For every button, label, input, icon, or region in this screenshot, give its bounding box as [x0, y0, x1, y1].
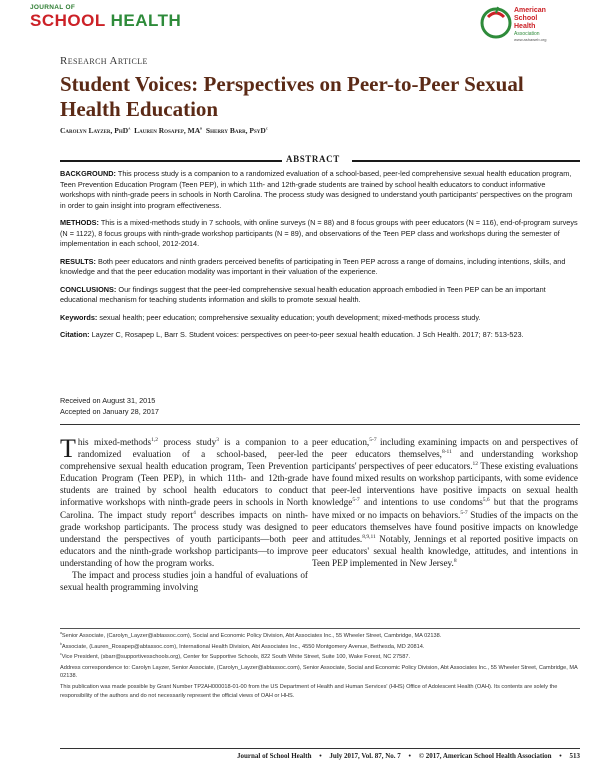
abstract-conclusions-text: Our findings suggest that the peer-led comprehensive sexual health education approach embodied in Teen PEP can be an important educational mechanism for teaching students information and skills to promote sexual health.	[60, 284, 546, 304]
footnote-a-text: Senior Associate, (Carolyn_Layzer@abtassoc.com), Social and Economic Policy Division, Abt Associates Inc., 55 Wheeler Street, Cambridge, MA 02138.	[61, 633, 442, 639]
p1-text-d: describes impacts on ninth-grade workshop participants. The process study was designed to understand the perspectives of youth participants—both peer educators and the ninth-grade workshop participants—to improve understanding of how the program works.	[60, 509, 308, 568]
footnote-c	[60, 653, 580, 662]
keywords-label: Keywords:	[60, 312, 98, 322]
footnote-divider	[60, 628, 580, 629]
footnote-b-text: Associate, (Lauren_Rosapep@abtassoc.com), International Health Division, Abt Associates Inc., 4550 Montgomery Avenue, Bethesda, MD 20814.	[61, 643, 425, 650]
author-1: Carolyn Layzer, PhD	[60, 126, 129, 135]
body-column-left	[60, 436, 308, 593]
journal-label-small: JOURNAL OF	[30, 4, 76, 11]
journal-name-health: HEALTH	[110, 11, 182, 30]
abstract-results	[60, 257, 580, 278]
author-1-affil: a	[128, 125, 131, 131]
body-paragraph-2-cont	[312, 436, 578, 569]
footnotes	[60, 632, 580, 702]
p2-ref-8: 8	[453, 557, 457, 564]
page-number: 513	[569, 752, 580, 760]
p2-ref-2: 8-11	[441, 449, 452, 456]
footnote-c-mark: c	[60, 652, 62, 657]
logo-line4: Association	[514, 31, 540, 37]
footer-bullet-1: •	[319, 752, 322, 760]
footer-journal: Journal of School Health	[236, 752, 312, 760]
logo-url: www.ashaweb.org	[514, 37, 547, 42]
accepted-date: Accepted on January 28, 2017	[60, 406, 159, 416]
citation-text: Layzer C, Rosapep L, Barr S. Student voices: perspectives on peer-to-peer sexual health education. J Sch Health. 2017; 87: 513-523.	[91, 330, 524, 339]
p2-text-b: including examining impacts on and perspectives of the peer educators themselves,	[312, 437, 579, 460]
p1-text-c: is a companion to a randomized evaluation of a school-based, peer-led comprehensive sexual health education program, Teen Prevention Education Program (Teen PEP), in which 11th- and 12th-grade students are trained by school health educators to conduct informative workshops with ninth-grade peers in schools in North Carolina. The impact study report	[60, 437, 308, 520]
p2-text-e: and intentions to use condoms	[359, 497, 483, 508]
journal-name-school: SCHOOL	[30, 11, 106, 30]
p1-ref-1: 1,2	[151, 436, 159, 443]
citation-label: Citation:	[60, 330, 90, 339]
logo-line2: School	[514, 15, 538, 22]
body-divider	[60, 424, 580, 425]
apple-icon	[482, 7, 510, 37]
p2-text-a: peer education,	[312, 437, 370, 447]
p2-ref-3: 12	[472, 461, 479, 468]
asha-logo	[480, 3, 588, 43]
abstract-citation	[60, 330, 580, 341]
author-3: Sherry Barr, PsyD	[205, 126, 266, 135]
p1-text-b: process study	[158, 437, 217, 447]
section-label: Research Article	[60, 55, 148, 67]
abstract-methods-text: This is a mixed-methods study in 7 schools, with online surveys (N = 88) and 8 focus groups with peer educators (N = 116), end-of-program surveys (N = 1122), 8 focus groups with ninth-grade workshop participants (N = 89), and observations of the Teen PEP class and workshops during the semester of implementation in each school, 2012-2014.	[60, 218, 578, 248]
p2-ref-4: 5-7	[352, 497, 360, 504]
footnote-a	[60, 632, 580, 641]
p1-ref-3: 4	[193, 509, 196, 516]
abstract-keywords	[60, 313, 580, 324]
footer-bullet-3: •	[559, 752, 562, 760]
p2-text-c: and understanding workshop participants' perspectives of peer educators.	[312, 449, 579, 472]
p2-ref-7: 8,9,11	[362, 533, 376, 540]
p2-ref-5: 5,6	[482, 497, 490, 504]
page-footer	[60, 752, 580, 760]
p2-text-f: but that the programs have mixed or no impacts on behaviors.	[312, 497, 578, 520]
body-paragraph-2: The impact and process studies join a handful of evaluations of sexual health programming involving	[60, 570, 308, 593]
footnote-c-text: Vice President, (sbarr@supportivesschools.org), Center for Supportive Schools, 822 South White Street, Suite 100, Wake Forest, NC 27587.	[61, 654, 410, 661]
p2-text-d: These existing evaluations have found mixed results on workshop participants, with some evidence that peer-led interventions have positive impacts on sexual health knowledge	[312, 461, 578, 508]
p1-text-a: his mixed-methods	[77, 437, 152, 447]
p2-ref-1: 5-7	[369, 436, 377, 443]
body-column-right	[312, 436, 578, 569]
author-3-affil: c	[265, 125, 268, 131]
journal-name	[30, 11, 181, 31]
author-2-affil: b	[200, 125, 203, 131]
received-accepted	[60, 396, 159, 417]
abstract-background-label: BACKGROUND:	[60, 169, 116, 178]
abstract-background	[60, 169, 580, 211]
abstract-rule-right	[352, 160, 580, 162]
keywords-text: sexual health; peer education; comprehensive sexuality education; youth development; mixed-methods process study.	[99, 312, 481, 322]
footnote-b-mark: b	[60, 641, 62, 646]
abstract-heading: ABSTRACT	[282, 154, 344, 164]
p2-text-h: Notably, Jennings et al reported positive impacts on peer educators' sexual health knowledge, attitudes, and intentions in Teen PEP implemented in New Jersey.	[312, 533, 578, 568]
abstract-rule-left	[60, 160, 282, 162]
abstract-conclusions	[60, 285, 580, 306]
abstract-results-text: Both peer educators and ninth graders perceived benefits of participating in Teen PEP across a range of domains, including intentions, skills, and knowledge and that the peer education modality was important in their valuation of the experience.	[60, 256, 566, 276]
abstract-body	[60, 169, 580, 348]
p1-ref-2: 3	[216, 436, 219, 443]
body-paragraph-1	[60, 436, 308, 569]
p2-text-g: Studies of the impacts on the peer educators themselves have found positive impacts on knowledge and attitudes.	[312, 509, 578, 544]
p2-ref-6: 5-7	[460, 509, 468, 516]
footer-copyright: © 2017, American School Health Association	[418, 752, 552, 760]
footer-bullet-2: •	[408, 752, 411, 760]
footnote-a-mark: a	[60, 631, 62, 636]
footnote-b	[60, 643, 580, 652]
abstract-methods-label: METHODS:	[60, 218, 99, 227]
author-list	[60, 126, 268, 135]
dropcap: T	[60, 434, 76, 463]
footnote-address: Address correspondence to: Carolyn Layzer, Senior Associate, (Carolyn_Layzer@abtassoc.com), Senior Associate, Social and Economic Policy Division, Abt Associates Inc., 55 Wheeler Street, Cambridge, MA 02138.	[60, 664, 578, 680]
abstract-methods	[60, 218, 580, 250]
logo-line1: American	[514, 7, 546, 14]
abstract-results-label: RESULTS:	[60, 256, 96, 266]
received-date: Received on August 31, 2015	[60, 396, 156, 405]
logo-line3: Health	[514, 23, 536, 30]
abstract-background-text: This process study is a companion to a randomized evaluation of a school-based, peer-led comprehensive sexual health education program, Teen Prevention Education Program (Teen PEP), in which 11th- and 12th-grade students are trained by school health educators to conduct informative workshops with ninth-grade peers in schools in North Carolina. The process study was designed to understand youth participants' perspectives on the program in order to gain insight into program effectiveness.	[60, 169, 573, 210]
author-2: Lauren Rosapep, MA	[134, 126, 201, 135]
abstract-conclusions-label: CONCLUSIONS:	[60, 284, 117, 294]
footer-divider	[60, 748, 580, 749]
footnote-funding: This publication was made possible by Grant Number TP2AH000018-01-00 from the US Department of Health and Human Services' (HHS) Office of Adolescent Health (OAH). Its contents are solely the responsibility of the authors and do not necessarily represent the official views of OAH or HHS.	[60, 683, 558, 699]
footer-issue: July 2017, Vol. 87, No. 7	[329, 752, 401, 760]
article-title: Student Voices: Perspectives on Peer-to-Peer Sexual Health Education	[60, 72, 524, 121]
